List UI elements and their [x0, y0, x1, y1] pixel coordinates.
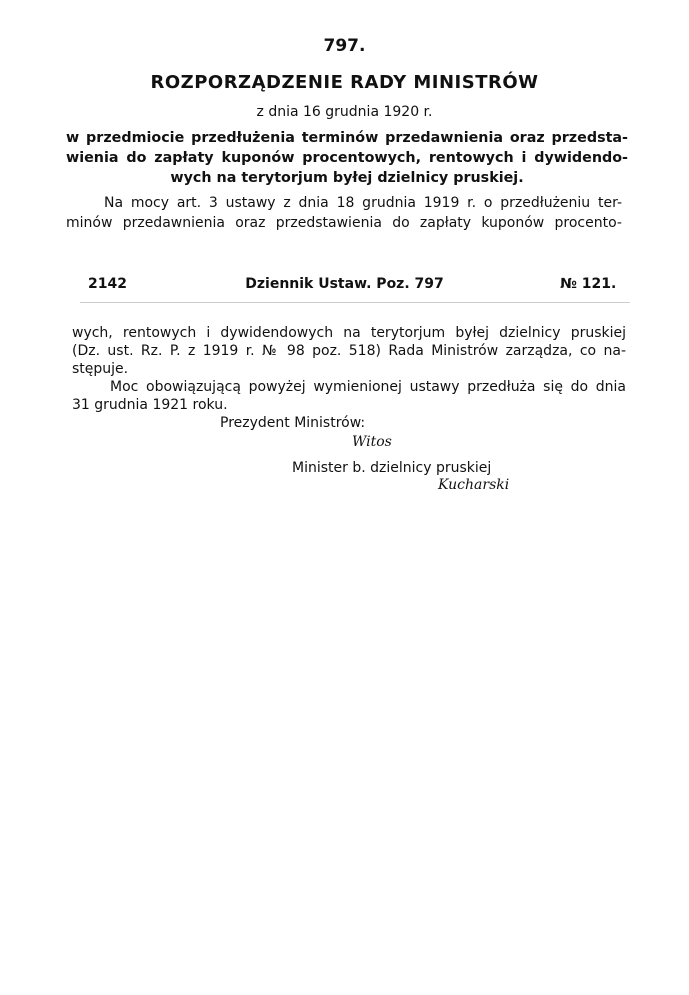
- issue-number: № 121.: [560, 276, 617, 292]
- act-title: ROZPORZĄDZENIE RADY MINISTRÓW: [150, 72, 539, 93]
- body-line: wych, rentowych i dywidendowych na terytorjum byłej dzielnicy pruskiej: [72, 325, 626, 341]
- body-page2: [72, 324, 626, 414]
- subject-line: wienia do zapłaty kuponów procentowych, rentowych i dywidendo-: [66, 150, 628, 166]
- body-line: 31 grudnia 1921 roku.: [72, 397, 228, 413]
- body-line: (Dz. ust. Rz. P. z 1919 r. № 98 poz. 518) Rada Ministrów zarządza, co na-: [72, 343, 626, 359]
- signature-name-witos: Witos: [352, 434, 392, 450]
- act-subject: [66, 128, 628, 188]
- body-line: stępuje.: [72, 361, 129, 377]
- journal-reference: Dziennik Ustaw. Poz. 797: [245, 276, 444, 292]
- act-number: 797.: [323, 36, 366, 56]
- signature-role-minister: Minister b. dzielnicy pruskiej: [292, 460, 492, 476]
- page-number: 2142: [88, 276, 127, 292]
- act-date: z dnia 16 grudnia 1920 r.: [256, 104, 433, 120]
- subject-line: w przedmiocie przedłużenia terminów przedawnienia oraz przedsta-: [66, 130, 628, 146]
- body-line: Moc obowiązującą powyżej wymienionej ustawy przedłuża się do dnia: [110, 379, 626, 395]
- body-line: Na mocy art. 3 ustawy z dnia 18 grudnia 1919 r. o przedłużeniu ter-: [104, 195, 622, 211]
- body-line: minów przedawnienia oraz przedstawienia do zapłaty kuponów procento-: [66, 215, 622, 231]
- subject-line: wych na terytorjum byłej dzielnicy pruskiej.: [170, 170, 524, 186]
- signature-role-prime-minister: Prezydent Ministrów:: [220, 415, 366, 431]
- body-page1: [66, 193, 622, 233]
- header-divider: [80, 302, 630, 303]
- signature-name-kucharski: Kucharski: [438, 477, 510, 493]
